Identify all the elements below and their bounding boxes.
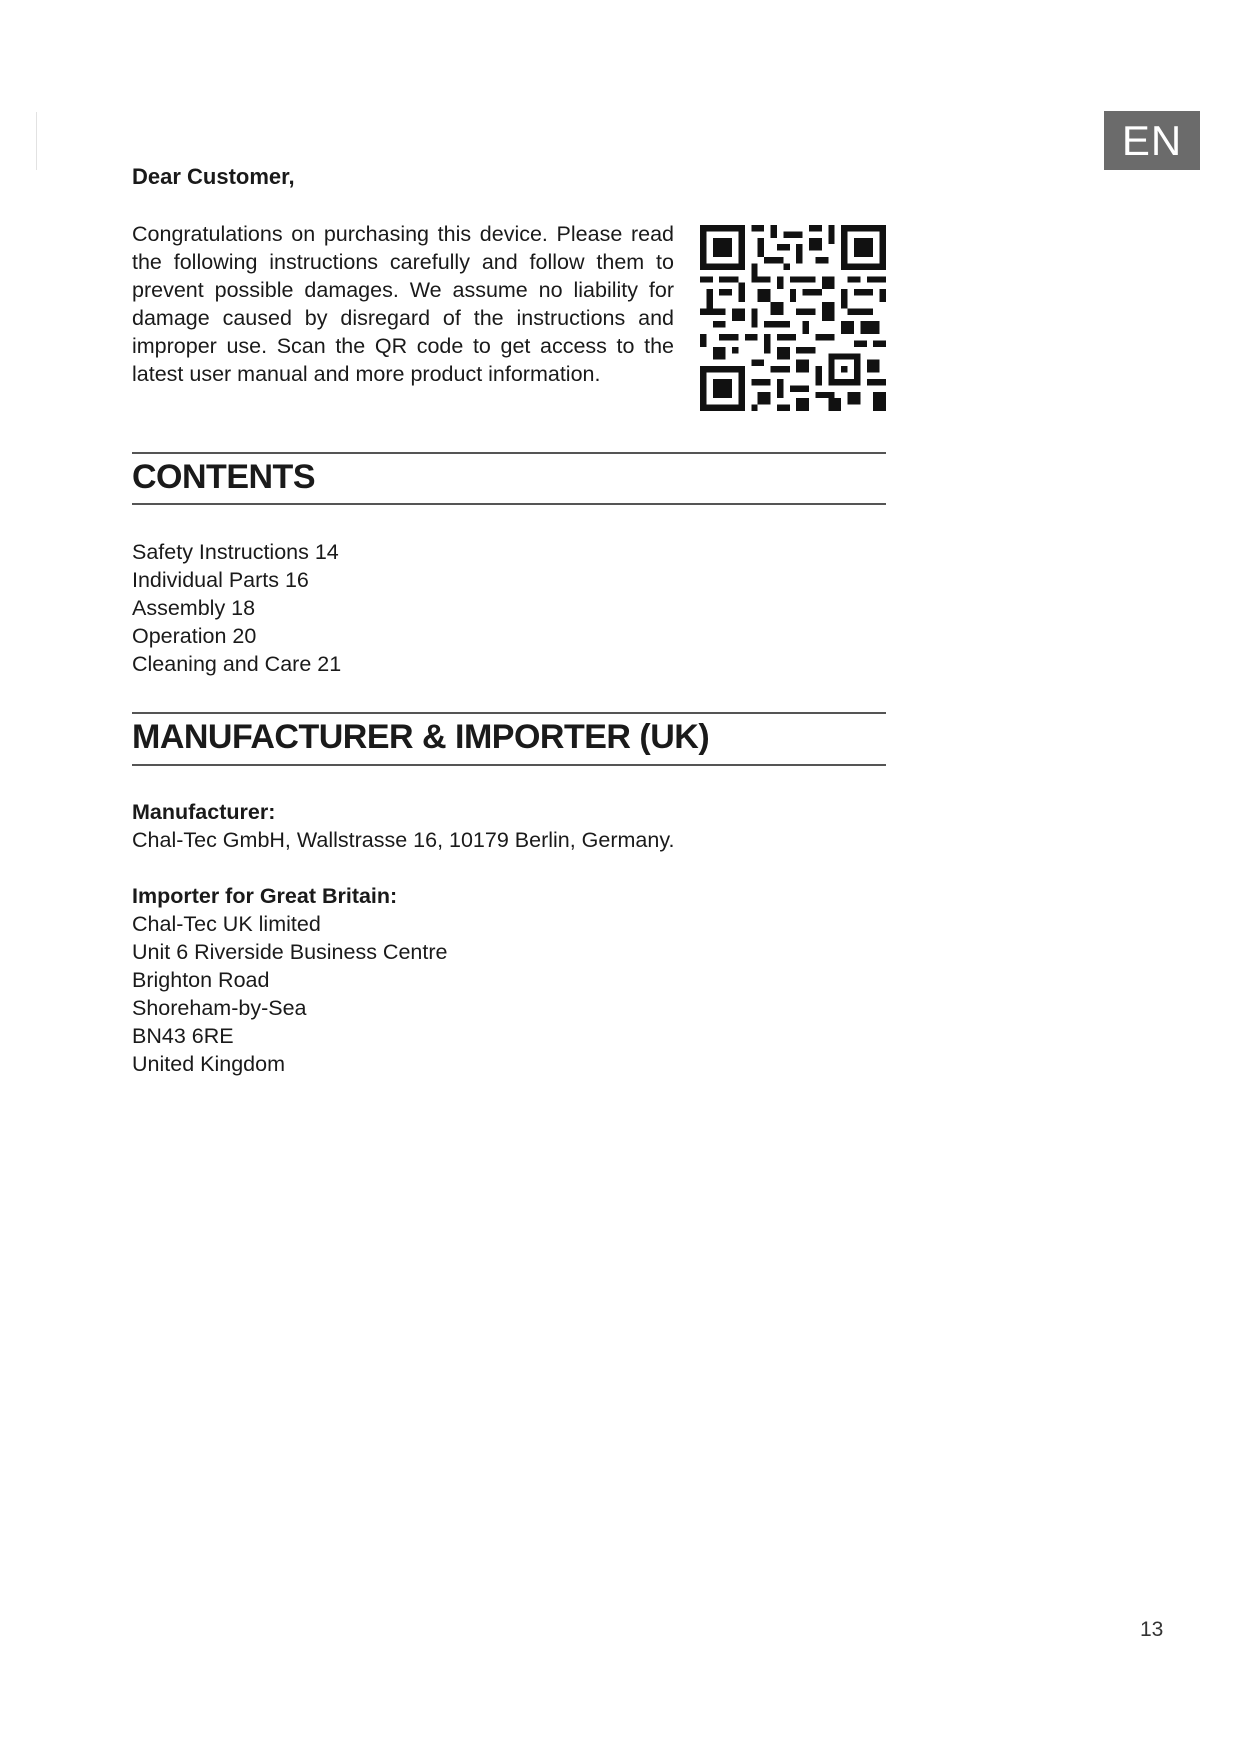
importer-address-line: Shoreham-by-Sea xyxy=(132,996,307,1020)
contents-item[interactable]: Cleaning and Care 21 xyxy=(132,652,342,676)
contents-item[interactable]: Assembly 18 xyxy=(132,596,256,620)
page-number: 13 xyxy=(1140,1618,1164,1641)
manufacturer-label: Manufacturer: xyxy=(132,800,276,824)
manufacturer-heading: MANUFACTURER & IMPORTER (UK) xyxy=(132,718,710,756)
margin-rule xyxy=(36,112,37,170)
contents-top-rule xyxy=(132,452,886,454)
importer-address-line: BN43 6RE xyxy=(132,1024,234,1048)
contents-list xyxy=(132,538,341,678)
manufacturer-address: Chal-Tec GmbH, Wallstrasse 16, 10179 Berlin, Germany. xyxy=(132,828,675,852)
importer-address-line: Chal-Tec UK limited xyxy=(132,912,321,936)
manufacturer-bottom-rule xyxy=(132,764,886,766)
importer-label: Importer for Great Britain: xyxy=(132,884,398,908)
importer-address-line: United Kingdom xyxy=(132,1052,285,1076)
contents-heading: CONTENTS xyxy=(132,458,315,496)
contents-item[interactable]: Individual Parts 16 xyxy=(132,568,309,592)
intro-paragraph: Congratulations on purchasing this device. Please read the following instructions carefully and follow them to prevent possible damages. We assume no liability for damage caused by disregard of the instructions and improper use. Scan the QR code to get access to the latest user manual and more product information. xyxy=(132,222,674,386)
language-badge: EN xyxy=(1104,111,1200,170)
qr-code-icon[interactable] xyxy=(700,225,886,411)
contents-bottom-rule xyxy=(132,503,886,505)
importer-block xyxy=(132,882,447,1078)
contents-item[interactable]: Operation 20 xyxy=(132,624,257,648)
contents-item[interactable]: Safety Instructions 14 xyxy=(132,540,339,564)
greeting: Dear Customer, xyxy=(132,164,295,189)
manufacturer-top-rule xyxy=(132,712,886,714)
importer-address-line: Brighton Road xyxy=(132,968,270,992)
manufacturer-block xyxy=(132,798,674,854)
importer-address-line: Unit 6 Riverside Business Centre xyxy=(132,940,448,964)
